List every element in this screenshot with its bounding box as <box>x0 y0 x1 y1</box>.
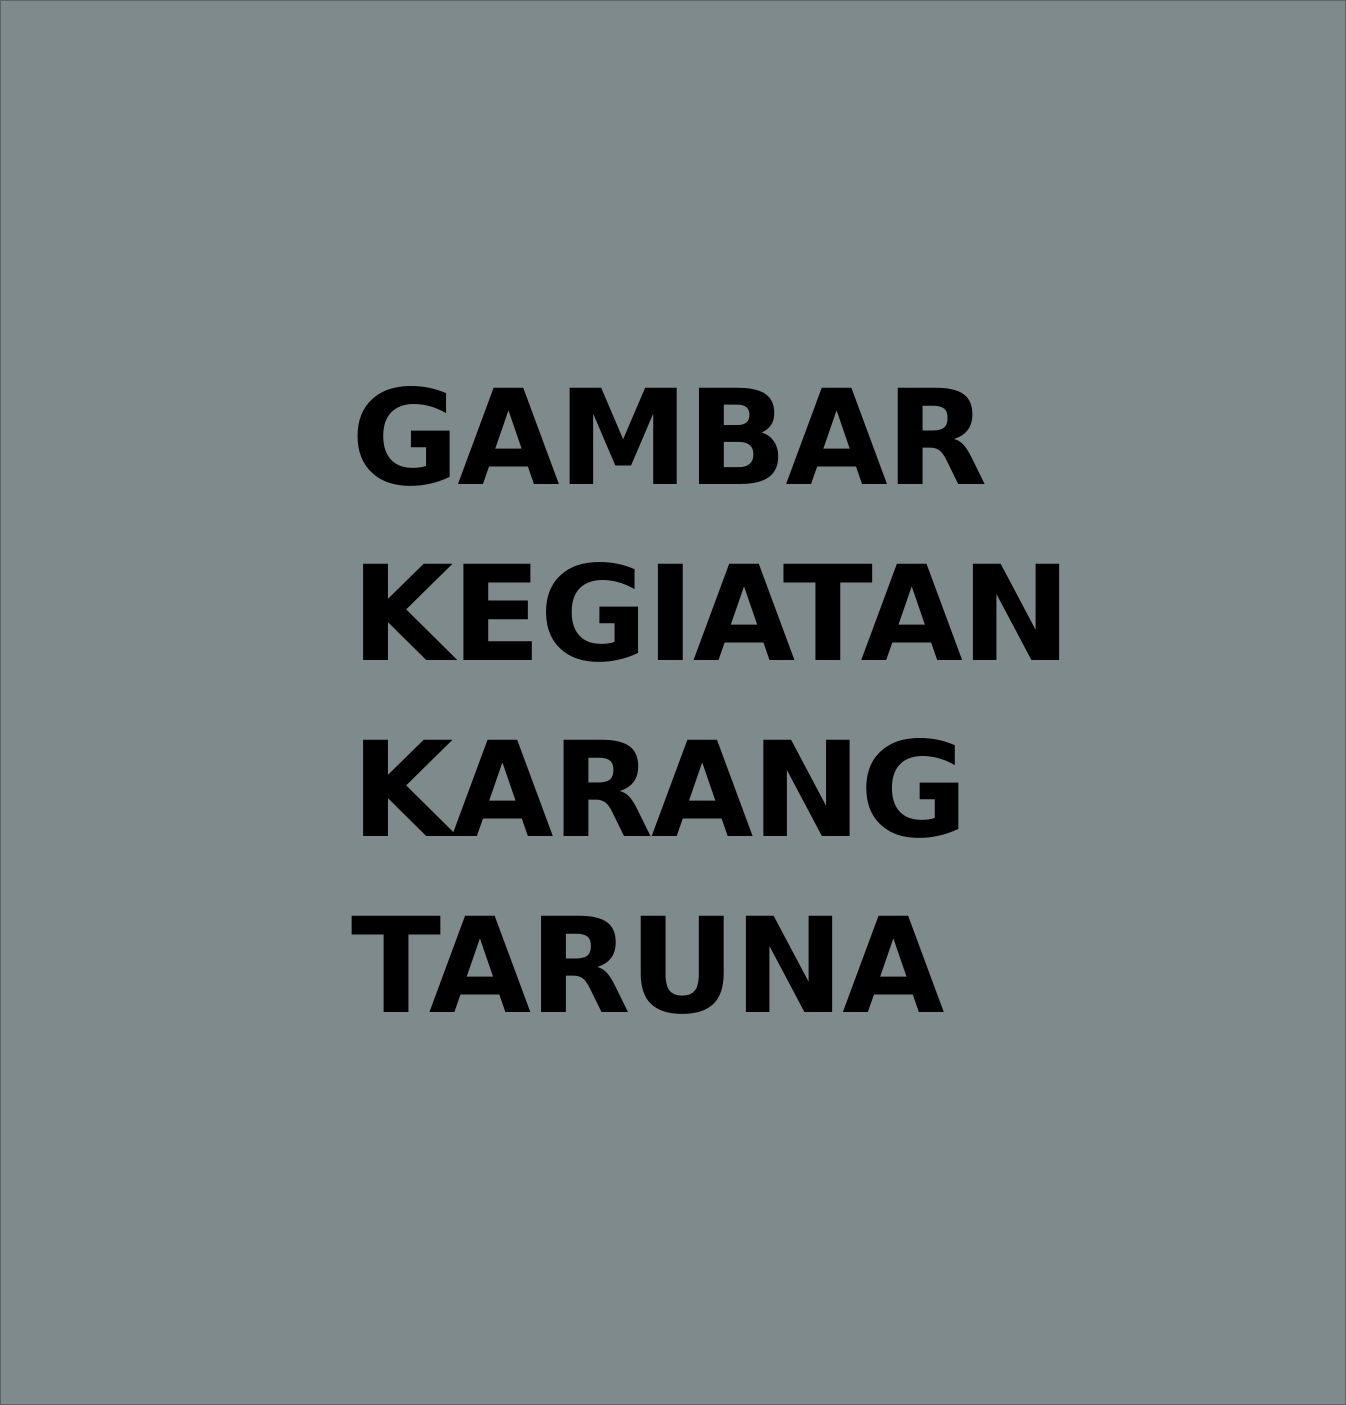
caption-line-2: KEGIATAN <box>351 538 1070 692</box>
caption-line-3: KARANG <box>351 714 967 868</box>
caption-line-1: GAMBAR <box>351 362 986 516</box>
caption-line-4: TARUNA <box>351 890 943 1044</box>
placeholder-caption <box>351 351 1151 1055</box>
